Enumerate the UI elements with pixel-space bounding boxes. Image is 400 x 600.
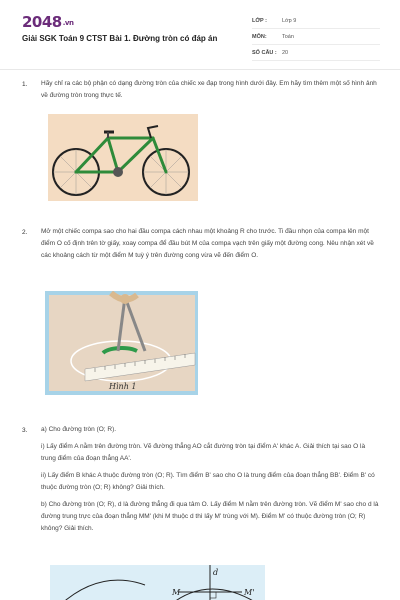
- question-paragraph: Hãy chỉ ra các bộ phận có dạng đường tròn của chiếc xe đạp trong hình dưới đây. Em hãy tìm thêm một số hình ảnh về đường tròn trong thực tế.: [41, 80, 377, 99]
- figure-label-m-prime: M': [244, 588, 255, 597]
- meta-value: 20: [282, 50, 289, 56]
- figure-caption: Hình 1: [109, 382, 137, 391]
- logo-suffix: .vn: [62, 18, 74, 27]
- meta-value: Toán: [282, 34, 294, 40]
- question-paragraph: ii) Lấy điểm B khác A thuộc đường tròn (O; R). Tìm điểm B' sao cho O là trung điểm của đoạn thẳng BB'. Điểm B' có thuộc đường tròn (O; R) không? Giải thích.: [41, 472, 375, 491]
- meta-row-grade: [252, 14, 380, 29]
- question-number: 2.: [22, 229, 28, 236]
- question-text: [41, 78, 381, 107]
- question-number: 3.: [22, 427, 28, 434]
- page-header: [0, 0, 400, 70]
- question-text: [41, 424, 381, 540]
- question-paragraph: i) Lấy điểm A nằm trên đường tròn. Vẽ đường thẳng AO cắt đường tròn tại điểm A' khác A. Giải thích tại sao O là trung điểm của đoạn thẳng AA'.: [41, 443, 366, 462]
- question-paragraph: Mở một chiếc compa sao cho hai đầu compa cách nhau một khoảng R cho trước. Ti đầu nhọn của compa lên một điểm O cố định trên tờ giấy, xoay compa để đầu bút M của compa vạch trên giấy một đường cong. Nêu nhận xét về các khoảng cách từ một điểm M tuỳ ý trên đường cong vừa vẽ đến điểm O.: [41, 228, 374, 259]
- question-paragraph: b) Cho đường tròn (O; R), d là đường thẳng đi qua tâm O. Lấy điểm M nằm trên đường tròn. Vẽ điểm M' sao cho d là đường trung trực của đoạn thẳng MM' (khi M thuộc d thì lấy M' trùng với M). Điểm M' có thuộc đường tròn (O; R) không? Giải thích.: [41, 501, 379, 532]
- logo-text: 2048: [22, 13, 62, 31]
- site-logo[interactable]: [22, 13, 73, 31]
- meta-key: MÔN:: [252, 34, 267, 40]
- question-paragraph: a) Cho đường tròn (O; R).: [41, 426, 117, 433]
- meta-key: SỐ CÂU :: [252, 50, 277, 56]
- geometry-figure: [50, 565, 265, 600]
- bicycle-image: [48, 114, 198, 201]
- question-number: 1.: [22, 81, 28, 88]
- figure-label-m: M: [172, 588, 181, 597]
- meta-table: [252, 14, 380, 62]
- figure-label-d: d: [213, 568, 219, 577]
- question-text: [41, 226, 381, 267]
- compass-figure: [45, 291, 198, 395]
- meta-value: Lớp 9: [282, 18, 297, 24]
- meta-key: LỚP :: [252, 18, 267, 24]
- meta-row-count: [252, 46, 380, 61]
- page-title: Giải SGK Toán 9 CTST Bài 1. Đường tròn có đáp án: [22, 34, 218, 43]
- meta-row-subject: [252, 30, 380, 45]
